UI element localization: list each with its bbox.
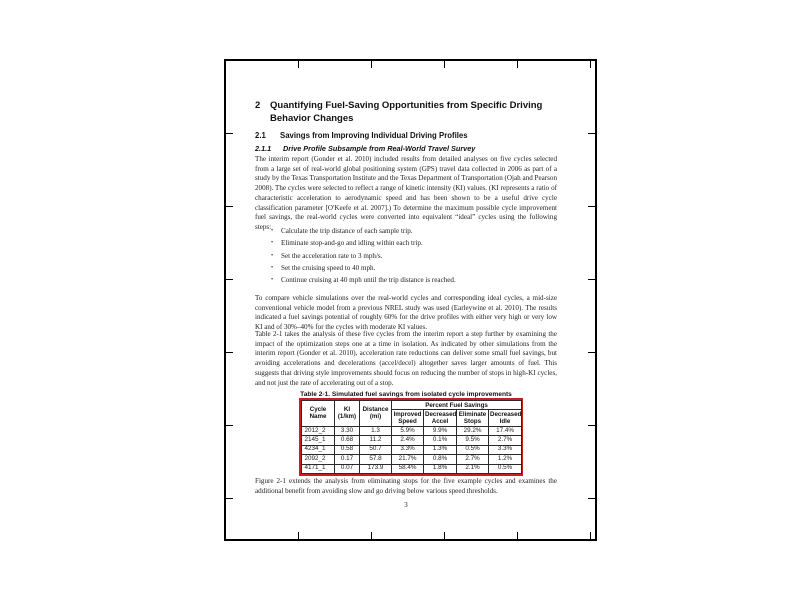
tick-mark	[444, 61, 445, 68]
table-body	[302, 426, 522, 473]
table-row	[302, 436, 522, 445]
table-cell: 3.3%	[489, 445, 522, 454]
bullet-text: Set the cruising speed to 40 mph.	[281, 263, 376, 272]
tick-mark	[226, 133, 233, 134]
tick-mark	[588, 425, 595, 426]
section-heading	[255, 100, 557, 125]
tick-mark	[226, 352, 233, 353]
col-header-distance: Distance (mi)	[360, 401, 392, 427]
table-cell: 50.7	[360, 445, 392, 454]
tick-mark	[226, 206, 233, 207]
table-cell: 58.4%	[392, 464, 424, 473]
bullet-item	[271, 264, 557, 274]
table-cell: 0.5%	[457, 445, 489, 454]
bullet-text: Set the acceleration rate to 3 mph/s.	[281, 251, 383, 260]
table-cell: 21.7%	[392, 455, 424, 464]
subsubsection-heading	[255, 144, 557, 153]
tick-mark	[371, 532, 372, 539]
table-cell: 2145_1	[302, 436, 335, 445]
subsection-heading	[255, 131, 557, 140]
table-cell: 3.30	[335, 426, 360, 435]
tick-mark	[517, 532, 518, 539]
table-cell: 57.8	[360, 455, 392, 464]
bullet-text: Eliminate stop-and-go and idling within each trip.	[281, 239, 423, 248]
table-row	[302, 455, 522, 464]
tick-mark	[590, 532, 591, 539]
bullet-icon: •	[271, 240, 274, 247]
table-cell: 2.7%	[489, 436, 522, 445]
table-cell: 0.68	[335, 436, 360, 445]
paragraph: The interim report (Gonder et al. 2010) included results from detailed analyses on five cycles selected from a large set of real-world global positioning system (GPS) travel data collected in 2006 as part of a study by the Texas Transportation Institute and the Texas Department of Transportation (Ojah and Pearson 2008). The cycles were selected to reflect a range of kinetic intensity (KI) values. (KI represents a ratio of characteristic acceleration to aerodynamic speed and has been shown to be a useful drive cycle classification parameter [O'Keefe et al. 2007].) To determine the maximum possible cycle improvement fuel savings, the real-world cycles were converted into equivalent “ideal” cycles using the following steps:	[255, 155, 557, 231]
paragraph: Table 2-1 takes the analysis of these five cycles from the interim report a step further by examining the impact of the optimization steps one at a time in isolation. As indicated by other simulations from the interim report (Gonder et al. 2010), acceleration rate reductions can deliver some small fuel savings, but avoiding accelerations and decelerations (accel/decel) altogether saves larger amounts of fuel. This suggests that driving style improvements should focus on reducing the number of stops in high-KI cycles, and not just the rate of accelerating out of a stop.	[255, 330, 557, 387]
tick-mark	[588, 352, 595, 353]
table-cell: 9.9%	[424, 426, 457, 435]
bullet-icon: •	[271, 277, 274, 284]
bullet-item	[271, 276, 557, 286]
table-cell: 11.2	[360, 436, 392, 445]
table-cell: 173.9	[360, 464, 392, 473]
tick-mark	[444, 532, 445, 539]
table-row	[302, 464, 522, 473]
table-cell: 0.1%	[424, 436, 457, 445]
table-cell: 1.3%	[424, 445, 457, 454]
col-header-cycle-name: Cycle Name	[302, 401, 335, 427]
tick-mark	[226, 279, 233, 280]
bullet-item	[271, 239, 557, 249]
tick-mark	[298, 532, 299, 539]
col-header-decreased-accel: Decreased Accel	[425, 410, 457, 426]
table-cell: 1.3	[360, 426, 392, 435]
tick-mark	[371, 61, 372, 68]
table-cell: 0.8%	[424, 455, 457, 464]
table-caption: Table 2-1. Simulated fuel savings from isolated cycle improvements	[300, 390, 512, 398]
table-cell: 2.7%	[457, 455, 489, 464]
bullet-item	[271, 252, 557, 262]
table-cell: 0.17	[335, 455, 360, 464]
subsubsection-title: Drive Profile Subsample from Real-World Travel Survey	[283, 143, 476, 153]
bullet-icon: •	[271, 228, 274, 234]
table-cell: 4234_1	[302, 445, 335, 454]
table-cell: 2092_2	[302, 455, 335, 464]
table-cell: 0.58	[335, 445, 360, 454]
col-header-ki: KI (1/km)	[335, 401, 360, 427]
table-row	[302, 426, 522, 435]
tick-mark	[226, 425, 233, 426]
subsection-number: 2.1	[255, 131, 266, 140]
col-header-improved-speed: Improved Speed	[392, 410, 424, 427]
table-cell: 17.4%	[489, 426, 522, 435]
subsubsection-number: 2.1.1	[255, 143, 272, 153]
bullet-icon: •	[271, 252, 274, 259]
paragraph: Figure 2-1 extends the analysis from eliminating stops for the five example cycles and examines the additional benefit from avoiding slow and go driving below various speed thresholds.	[255, 477, 557, 495]
bullet-icon: •	[271, 264, 274, 271]
section-number: 2	[255, 100, 261, 111]
section-title: Quantifying Fuel-Saving Opportunities from Specific Driving Behavior Changes	[270, 100, 543, 124]
table-cell: 2.4%	[392, 436, 424, 445]
col-header-group: Percent Fuel Savings	[392, 401, 522, 410]
bullet-item	[271, 227, 557, 237]
tick-mark	[588, 498, 595, 499]
tick-mark	[517, 61, 518, 68]
tick-mark	[590, 61, 591, 68]
table-highlight-box	[299, 398, 523, 476]
tick-mark	[588, 133, 595, 134]
subsection-title: Savings from Improving Individual Driving Profiles	[280, 131, 468, 140]
tick-mark	[298, 61, 299, 68]
paragraph: To compare vehicle simulations over the real-world cycles and corresponding ideal cycles, a mid-size conventional vehicle model from a previous NREL study was used (Earleywine et al. 2010). The results indicated a fuel savings potential of roughly 60% for the drive profiles with either very high or very low KI and of 30%–40% for the cycles with moderate KI values.	[255, 294, 557, 332]
table-cell: 9.5%	[457, 436, 489, 445]
page-number: 3	[404, 501, 408, 509]
fuel-savings-table	[301, 400, 522, 474]
table-cell: 3.3%	[392, 445, 424, 454]
table-cell: 5.9%	[392, 426, 424, 435]
bullet-list	[271, 227, 557, 288]
table-cell: 1.8%	[424, 464, 457, 473]
table-cell: 29.2%	[457, 426, 489, 435]
col-header-decreased-idle: Decreased Idle	[490, 410, 522, 426]
table-cell: 0.5%	[489, 464, 522, 473]
tick-mark	[588, 279, 595, 280]
table-cell: 2012_2	[302, 426, 335, 435]
table-cell: 0.07	[335, 464, 360, 473]
bullet-text: Calculate the trip distance of each sample trip.	[281, 227, 413, 235]
table-cell: 4171_1	[302, 464, 335, 473]
tick-mark	[588, 206, 595, 207]
table-header	[302, 401, 522, 427]
col-header-eliminate-stops: Eliminate Stops	[457, 410, 489, 427]
tick-mark	[226, 498, 233, 499]
bullet-text: Continue cruising at 40 mph until the trip distance is reached.	[281, 276, 456, 285]
table-cell: 2.1%	[457, 464, 489, 473]
table-cell: 1.2%	[489, 455, 522, 464]
table-row	[302, 445, 522, 454]
